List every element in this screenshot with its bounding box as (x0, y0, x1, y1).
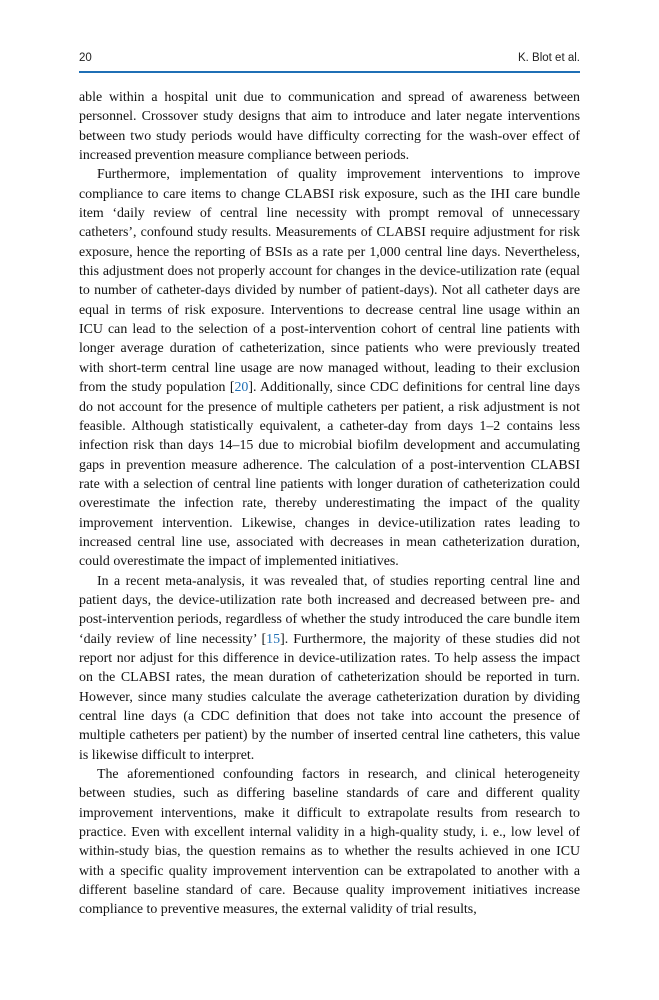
page-header (79, 52, 580, 72)
paragraph-text: In a recent meta-analysis, it was revealed that, of studies reporting central line and patient days, the device-utilization rate both increased and decreased between pre- and post-intervention periods, regardless of whether the study introduced the care bundle item ‘daily review of line necessity’ [ (79, 573, 580, 647)
citation-link[interactable]: 20 (234, 380, 249, 396)
citation-link[interactable]: 15 (266, 631, 281, 647)
paragraph-2 (79, 165, 580, 571)
paragraph-text: The aforementioned confounding factors in research, and clinical heterogeneity between studies, such as differing baseline standards of care and different quality improvement interventions, make it difficult to extrapolate results from research to practice. Even with excellent internal validity in a high-quality study, i. e., low level of within-study bias, the question remains as to whether the results achieved in one ICU with a specific quality improvement intervention can be extrapolated to another with a different baseline standard of care. Because quality improvement initiatives increase compliance to preventive measures, the external validity of trial results, (79, 767, 580, 918)
paragraph-4 (79, 765, 580, 920)
paragraph-text: ]. Additionally, since CDC definitions for central line days do not account for the presence of multiple catheters per patient, a risk adjustment is not feasible. Although statistically equivalent, a catheter-day from days 1–2 contains less infection risk than days 14–15 due to microbial biofilm development and accumulating gaps in prevention measure adherence. The calculation of a post-intervention CLABSI rate with a selection of central line patients with longer duration of catheterization could overestimate the infection rate, thereby underestimating the impact of the quality improvement intervention. Likewise, changes in device-utilization rates leading to increased central line use, associated with decreases in mean catheterization duration, could overestimate the impact of implemented initiatives. (79, 380, 580, 570)
paragraph-3 (79, 572, 580, 765)
paragraph-text: ]. Furthermore, the majority of these studies did not report nor adjust for this difference in device-utilization rates. To help assess the impact on the CLABSI rates, the mean duration of catheterization should be reported in turn. However, since many studies calculate the average catheterization duration by dividing central line days (a CDC definition that does not take into account the presence of multiple catheters per patient) by the number of inserted central line catheters, this value is likewise difficult to interpret. (79, 631, 580, 763)
paragraph-text: Furthermore, implementation of quality improvement interventions to improve compliance to care items to change CLABSI risk exposure, such as the IHI care bundle item ‘daily review of central line necessity with prompt removal of unnecessary catheters’, confound study results. Measurements of CLABSI require adjustment for risk exposure, hence the reporting of BSIs as a rate per 1,000 central line days. Nevertheless, this adjustment does not properly account for changes in the device-utilization rate (equal to number of catheter-days divided by number of patient-days). Not all catheter days are equal in terms of risk exposure. Interventions to decrease central line usage within an ICU can lead to the selection of a post-intervention cohort of central line patients with longer average duration of catheterization, since patients who were previously treated with short-term central line usage are now managed without, leading to their exclusion from the study population [ (79, 167, 580, 396)
running-head: K. Blot et al. (517, 52, 580, 64)
header-rule (79, 71, 580, 73)
body-text (79, 88, 580, 920)
page-number: 20 (79, 52, 92, 64)
paragraph-1 (79, 88, 580, 165)
paragraph-text: able within a hospital unit due to communication and spread of awareness between personnel. Crossover study designs that aim to introduce and later negate interventions between two study periods would have difficulty correcting for the wash-over effect of increased prevention measure compliance between periods. (79, 90, 580, 164)
